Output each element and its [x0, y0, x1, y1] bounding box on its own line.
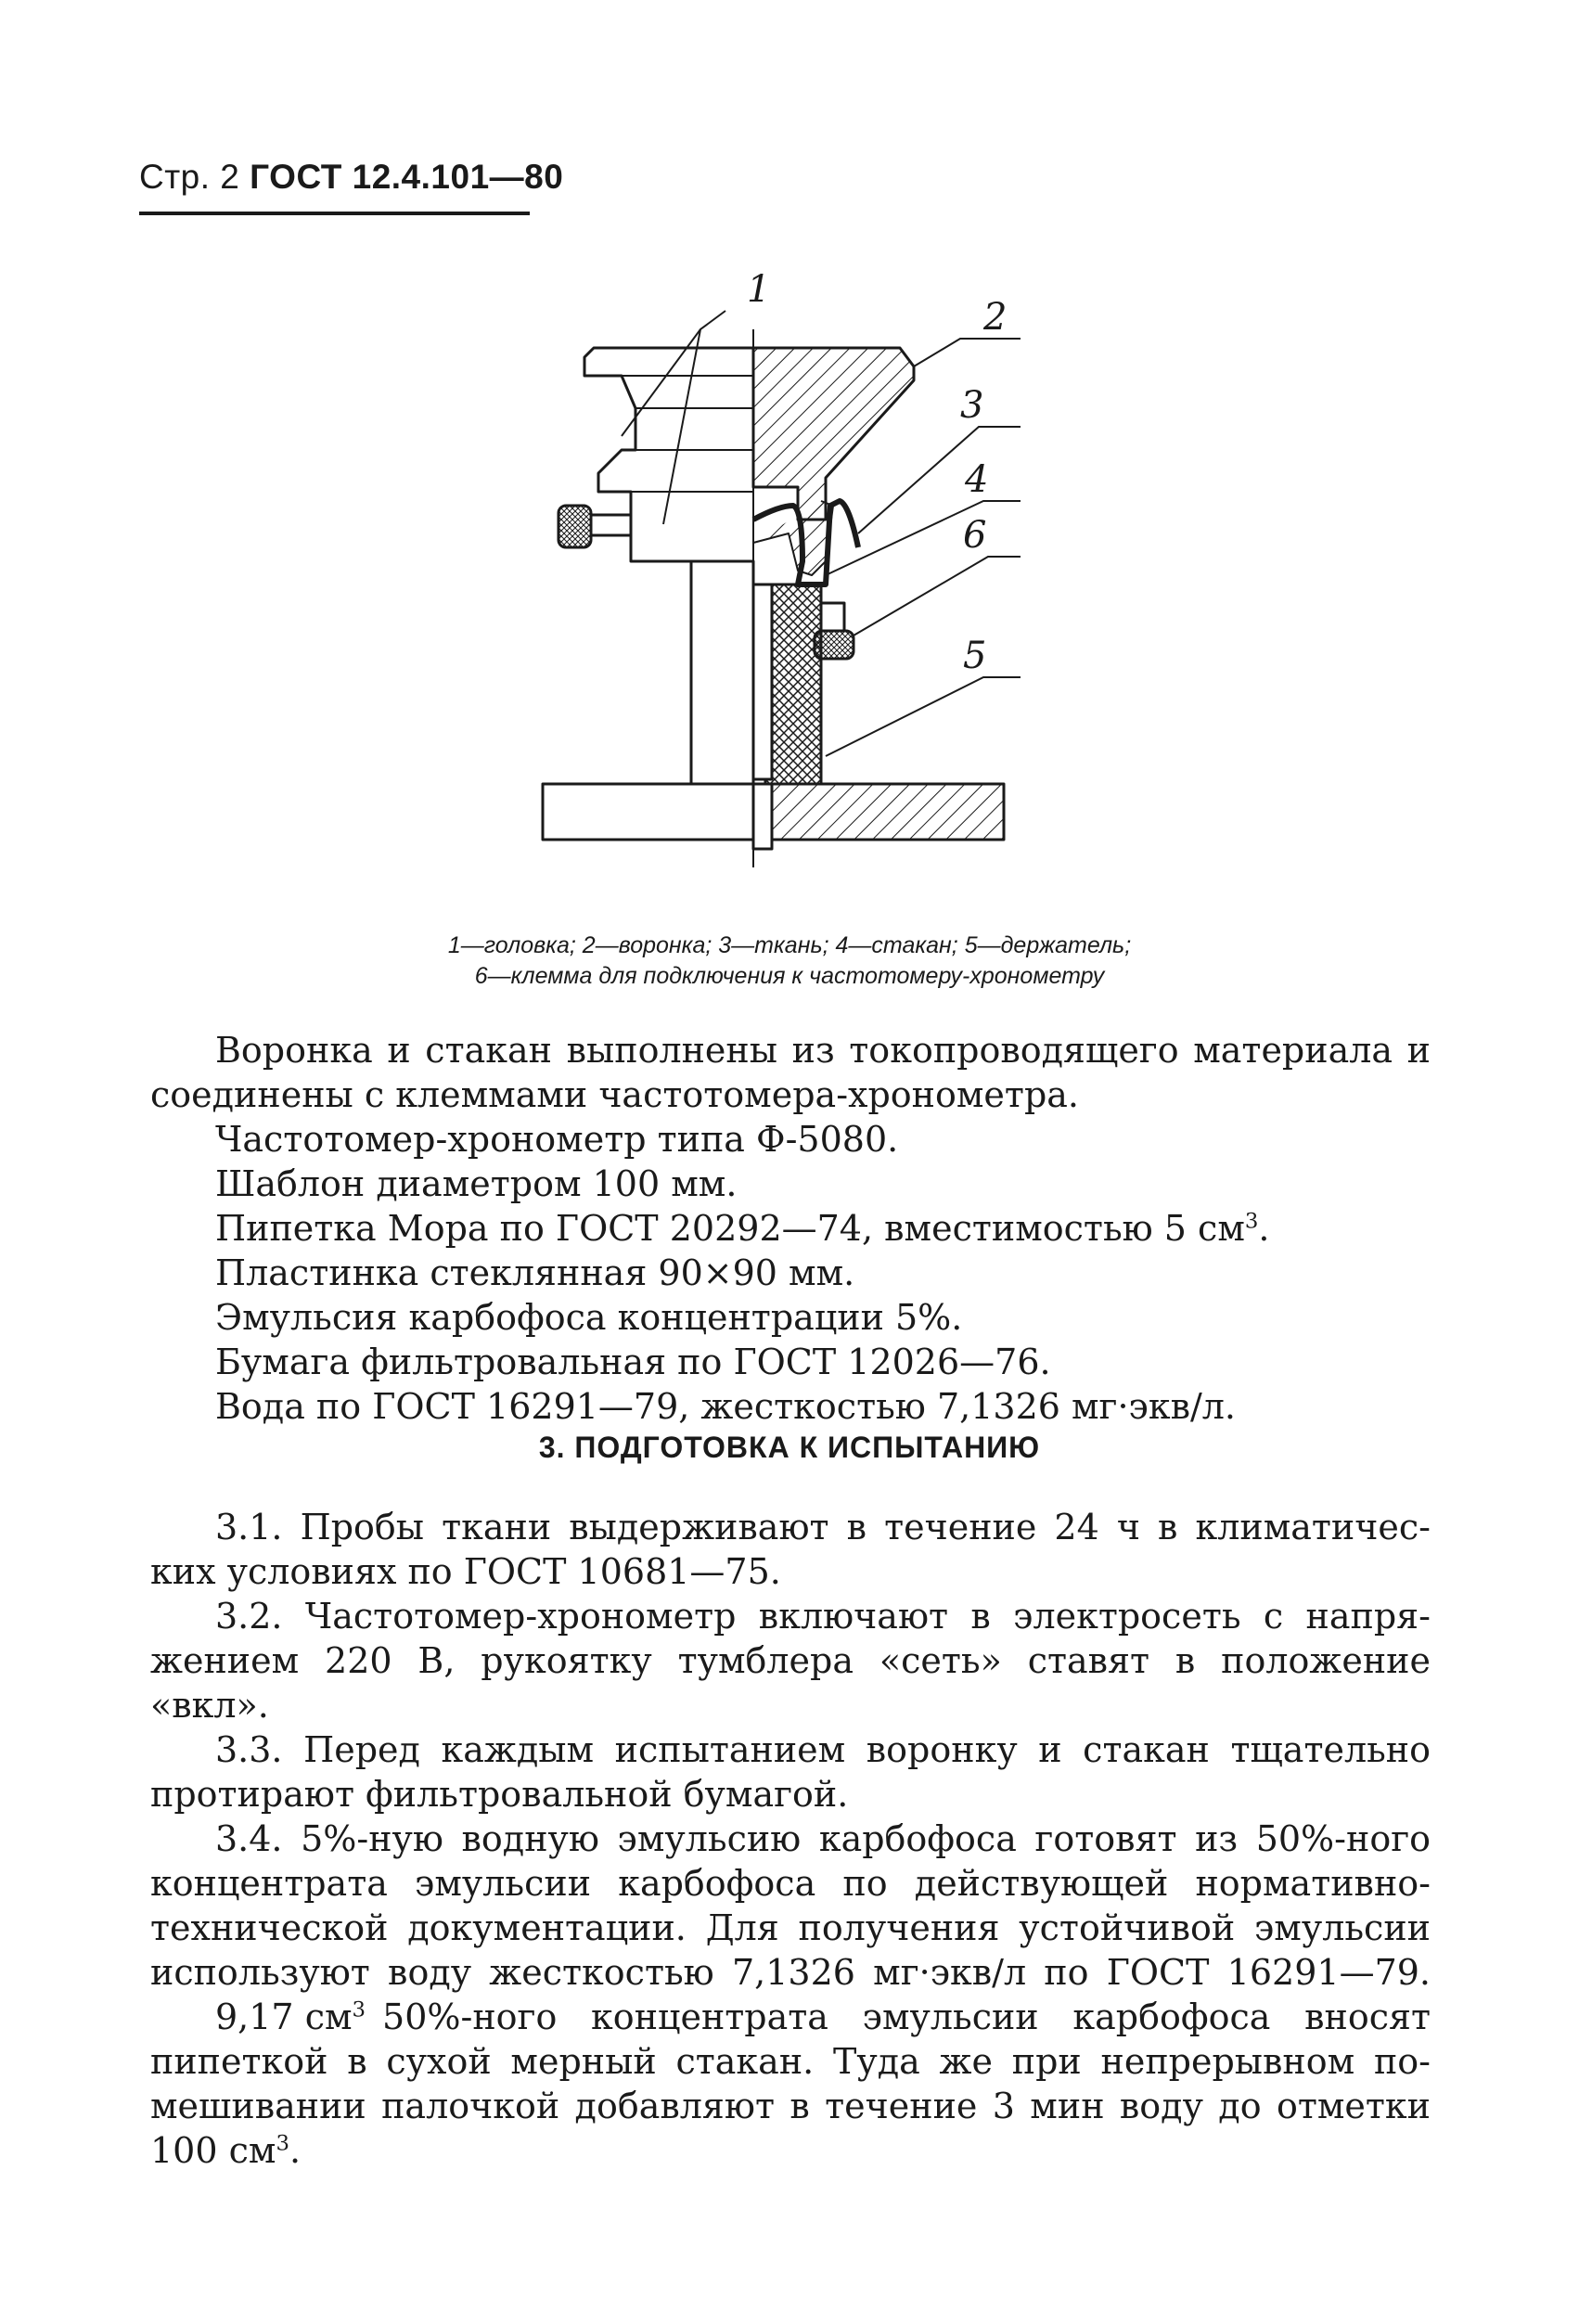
label-5: 5 [963, 635, 987, 677]
text-line: технической документации. Для получения устойчивой эмульсии [150, 1907, 1431, 1948]
text-line: «вкл». [150, 1685, 269, 1726]
page-header [139, 158, 563, 197]
text-line: мешивании палочкой добавляют в течение 3 мин воду до отметки [150, 2086, 1431, 2126]
label-2: 2 [983, 296, 1008, 339]
apparatus-drawing [520, 255, 1021, 905]
text-line: Воронка и стакан выполнены из токопроводящего материала и [215, 1030, 1431, 1071]
label-4: 4 [965, 458, 989, 501]
base-left [543, 784, 753, 840]
text-line: 9,17 $см^3$ 50%-ного концентрата эмульсии карбофоса вносят [215, 1997, 1431, 2037]
text-line: 3.4. 5%-ную водную эмульсию карбофоса готовят из 50%-ного [215, 1818, 1431, 1859]
section-title: 3. ПОДГОТОВКА К ИСПЫТАНИЮ [538, 1431, 1041, 1464]
header-rule [139, 212, 530, 215]
text-line: концентрата эмульсии карбофоса по действующей нормативно- [150, 1863, 1431, 1904]
text-line: 3.1. Пробы ткани выдерживают в течение 24 ч в климатичес- [215, 1507, 1431, 1547]
text-line: ких условиях по ГОСТ 10681—75. [150, 1551, 781, 1592]
text-line: Эмульсия карбофоса концентрации 5%. [215, 1297, 963, 1338]
text-line: пипеткой в сухой мерный стакан. Туда же при непрерывном по- [150, 2041, 1431, 2082]
text-line: Частотомер-хронометр типа Ф-5080. [215, 1119, 899, 1160]
label-3: 3 [960, 384, 984, 427]
text-line: протирают фильтровальной бумагой. [150, 1774, 849, 1815]
text-line: 100 $см^3$. [150, 2130, 302, 2171]
stem [691, 561, 753, 784]
holder [765, 584, 821, 784]
text-line: 3.3. Перед каждым испытанием воронку и стакан тщательно [215, 1729, 1431, 1770]
caption-line-2: 6—клемма для подключения к частотомеру-хронометру [474, 963, 1105, 989]
text-line: Пластинка стеклянная 90×90 мм. [215, 1252, 855, 1293]
text-line: соединены с клеммами частотомера-хронометра. [150, 1074, 1080, 1115]
figure-caption [0, 931, 1579, 992]
caption-line-1: 1—головка; 2—воронка; 3—ткань; 4—стакан; 5—держатель; [447, 932, 1132, 958]
text-line: Пипетка Мора по ГОСТ 20292—74, вместимостью 5 $см^3$. [215, 1208, 1270, 1249]
text-line: 3.2. Частотомер-хронометр включают в электросеть с напря- [215, 1596, 1431, 1637]
label-1: 1 [747, 268, 771, 311]
text-line: Шаблон диаметром 100 мм. [215, 1163, 738, 1204]
funnel-right [753, 348, 914, 520]
label-6: 6 [963, 514, 987, 557]
standard-code: ГОСТ 12.4.101—80 [250, 158, 564, 196]
head-left [584, 348, 753, 561]
left-screw [558, 506, 591, 547]
page-number: Стр. 2 [139, 158, 240, 196]
text-line: жением 220 В, рукоятку тумблера «сеть» ставят в положение [150, 1640, 1431, 1681]
base-right [753, 784, 1004, 840]
text-line: Вода по ГОСТ 16291—79, жесткостью 7,1326 мг·экв/л. [215, 1386, 1236, 1427]
right-screw [815, 631, 854, 659]
text-line: Бумага фильтровальная по ГОСТ 12026—76. [215, 1342, 1051, 1382]
text-line: используют воду жесткостью 7,1326 мг·экв/л по ГОСТ 16291—79. [150, 1952, 1431, 1993]
